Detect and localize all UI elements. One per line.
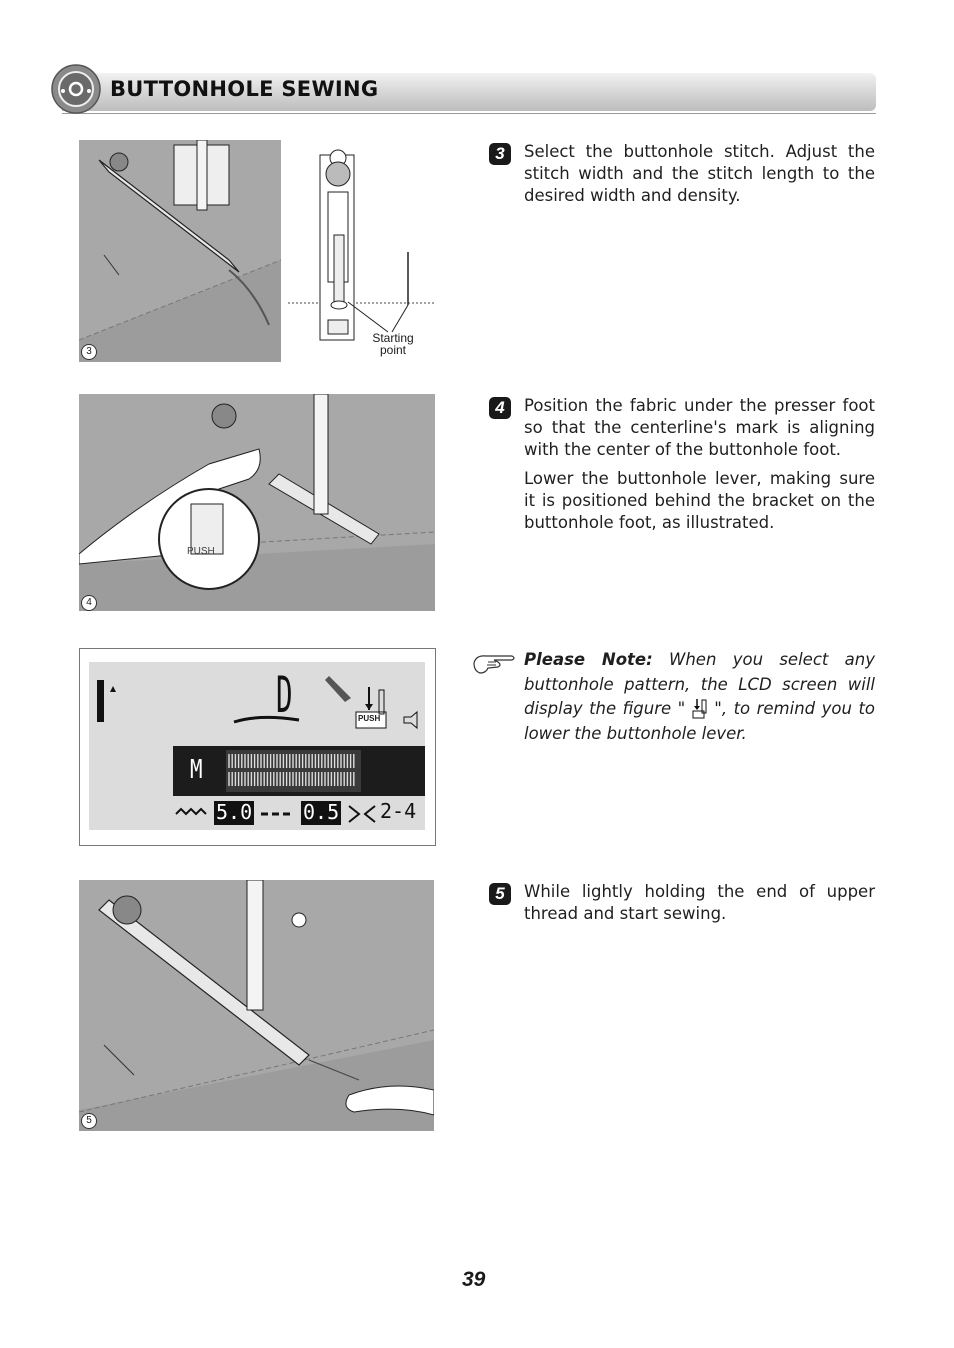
step-5-paragraph: While lightly holding the end of upper thread and start sewing. xyxy=(524,882,875,923)
lcd-mode-letter: M xyxy=(190,755,203,785)
lcd-tension-value: 2-4 xyxy=(380,799,417,823)
step-3-badge: 3 xyxy=(489,143,511,165)
note-label: Please Note: xyxy=(524,650,653,669)
figure-3-number: 3 xyxy=(81,344,97,360)
note-text-after: ", to remind you to lower the buttonhole lever. xyxy=(524,699,876,743)
figure-5-number: 5 xyxy=(81,1113,97,1129)
lcd-width-value: 5.0 xyxy=(216,800,253,824)
lcd-display xyxy=(89,662,425,830)
step-5-text xyxy=(524,881,875,932)
starting-point-callout xyxy=(362,332,424,356)
step-3-text xyxy=(524,141,875,214)
lcd-pattern-letter: D xyxy=(276,666,293,724)
bobbin-icon xyxy=(50,63,102,115)
figure-4-number: 4 xyxy=(81,595,97,611)
step-3-paragraph: Select the buttonhole stitch. Adjust the stitch width and the stitch length to the desired width and density. xyxy=(524,142,875,205)
page-title: BUTTONHOLE SEWING xyxy=(110,77,379,101)
step-4-badge: 4 xyxy=(489,397,511,419)
callout-line-1: Starting xyxy=(372,331,414,345)
step-4-paragraph-1: Position the fabric under the presser foot so that the centerline's mark is aligning with the center of the buttonhole foot. xyxy=(524,396,875,459)
step-4-paragraph-2: Lower the buttonhole lever, making sure it is positioned behind the bracket on the buttonhole foot, as illustrated. xyxy=(524,469,875,532)
lcd-push-label: PUSH xyxy=(358,714,381,723)
svg-text:PUSH: PUSH xyxy=(187,546,215,557)
step-5-badge: 5 xyxy=(489,883,511,905)
header-rule xyxy=(62,113,876,114)
buttonhole-lever-icon xyxy=(692,697,708,719)
note-text xyxy=(524,648,875,746)
note-text-before: When you select any buttonhole pattern, the LCD screen will display the figure " xyxy=(524,650,875,718)
figure-3-photo xyxy=(79,140,281,362)
figure-5-photo xyxy=(79,880,434,1131)
step-4-text xyxy=(524,395,875,541)
page-number: 39 xyxy=(462,1268,486,1291)
callout-line-2: point xyxy=(379,343,407,357)
figure-3-foot-diagram xyxy=(288,140,438,350)
hand-pointer-icon xyxy=(472,651,518,677)
figure-4-photo xyxy=(79,394,435,611)
lcd-length-value: 0.5 xyxy=(303,800,340,824)
